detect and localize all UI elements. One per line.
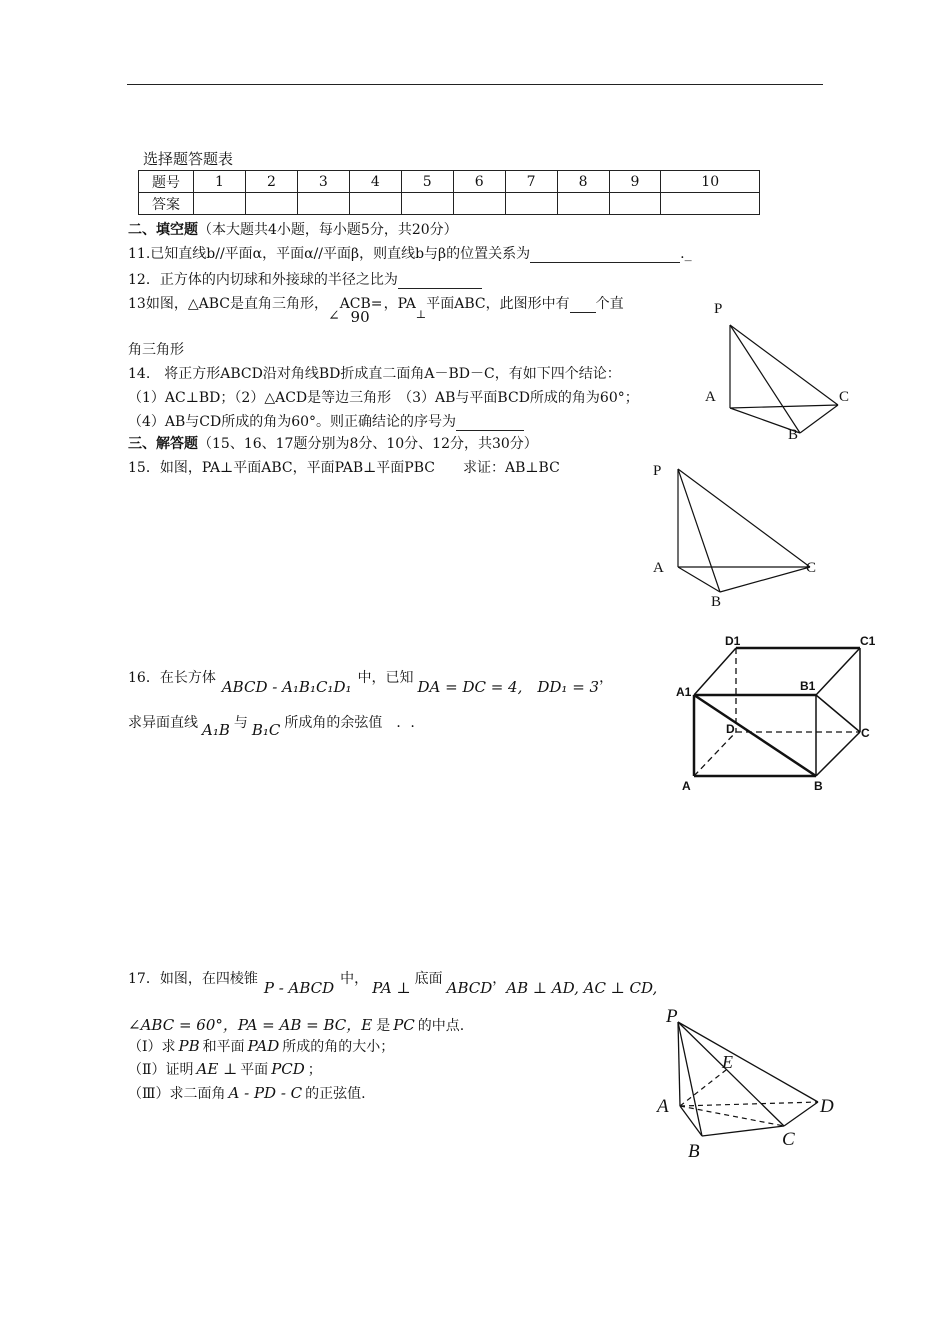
figure-q15-tetrahedron: [648, 457, 828, 612]
figure-q17-pyramid: [650, 1002, 850, 1167]
question-text: ；: [307, 1062, 322, 1078]
question-13-cont: 角三角形: [128, 342, 184, 358]
header-rule: [127, 84, 823, 85]
edge-bc: [702, 1126, 784, 1136]
figure-q13-tetrahedron: [700, 295, 860, 445]
question-text: 17．如图，在四棱锥: [128, 971, 258, 987]
vertex-label-a: A: [653, 560, 664, 576]
question-text: 与: [233, 715, 248, 731]
answer-cell[interactable]: [557, 193, 609, 215]
math-expression: P - ABCD: [263, 979, 335, 997]
hidden-diagonal-ac: [680, 1106, 784, 1126]
question-text: 中，已知: [357, 670, 414, 686]
question-tail: ._: [680, 246, 692, 262]
degree-value: 90: [350, 308, 370, 326]
vertex-label-b1: B1: [800, 679, 816, 693]
section-title: 三、解答题: [128, 436, 198, 452]
vertex-label-p: P: [714, 301, 723, 317]
question-text: ，PA: [383, 296, 416, 312]
vertex-label-b: B: [688, 1141, 700, 1162]
hidden-segment-ae: [680, 1070, 726, 1106]
question-14-line3: [128, 411, 524, 431]
question-17-part3: [128, 1083, 366, 1103]
answer-cell[interactable]: [245, 193, 297, 215]
section-title: 二、填空题: [128, 222, 198, 238]
angle-symbol: ∠: [327, 308, 340, 324]
table-cell: 6: [453, 171, 505, 193]
question-14-line2: （1）AC⊥BD；（2）△ACD是等边三角形 （3）AB与平面BCD所成的角为60°；: [128, 390, 639, 406]
row-header-answer: 答案: [139, 193, 194, 215]
segment-b1c: [816, 695, 860, 732]
question-text: 平面ABC，此图形中有: [426, 296, 570, 312]
question-text: 12．正方体的内切球和外接球的半径之比为: [128, 272, 398, 288]
math-expression: AB ⊥ AD, AC ⊥ CD,: [506, 979, 658, 997]
table-cell: 7: [505, 171, 557, 193]
vertex-label-c: C: [806, 560, 817, 576]
hidden-edge-ad: [694, 732, 736, 776]
vertex-label-c: C: [839, 389, 850, 405]
math-expression: PC: [393, 1016, 415, 1034]
vertex-label-d: D: [820, 1096, 834, 1117]
answer-blank[interactable]: [398, 272, 482, 289]
section-note: （15、16、17题分别为8分、10分、12分，共30分）: [198, 436, 538, 452]
vertex-label-d1: D1: [725, 634, 741, 648]
table-cell: 5: [401, 171, 453, 193]
question-text: （Ⅱ）证明: [128, 1062, 194, 1078]
answer-cell[interactable]: [505, 193, 557, 215]
answer-cell[interactable]: [297, 193, 349, 215]
math-expression: PA ⊥: [372, 979, 411, 997]
vertex-label-a: A: [705, 389, 716, 405]
question-text: 11.已知直线b//平面α，平面α//平面β，则直线b与β的位置关系为: [128, 246, 531, 262]
figure-q16-cuboid: [676, 628, 881, 800]
question-15: 15．如图，PA⊥平面ABC，平面PAB⊥平面PBC 求证：AB⊥BC: [128, 460, 560, 476]
section-2-heading: [128, 219, 458, 239]
edge-pb: [730, 325, 800, 433]
vertex-label-b: B: [814, 779, 823, 793]
edge-bc: [816, 732, 860, 776]
answer-cell[interactable]: [661, 193, 760, 215]
math-expression: ∠ABC = 60°，PA = AB = BC，: [128, 1016, 362, 1034]
section-3-heading: [128, 433, 538, 453]
table-row: [139, 171, 760, 193]
answer-blank[interactable]: [456, 414, 524, 431]
question-17-part1: [128, 1036, 394, 1056]
math-expression: DA = DC = 4, DD₁ = 3: [417, 678, 600, 696]
question-12: [128, 269, 482, 289]
answer-cell[interactable]: [453, 193, 505, 215]
question-text: 所成的角的大小；: [282, 1039, 395, 1055]
row-header-number: 题号: [139, 171, 194, 193]
vertex-label-p: P: [653, 463, 662, 479]
question-text: 所成角的余弦值 ．.: [284, 715, 415, 731]
question-13: [128, 293, 624, 326]
answer-cell[interactable]: [349, 193, 401, 215]
question-text: ，: [599, 670, 614, 686]
question-text: ，: [492, 971, 507, 987]
vertex-label-a: A: [682, 779, 691, 793]
question-text: 是: [376, 1018, 391, 1034]
vertex-label-b: B: [788, 427, 799, 443]
math-expression: ABCD - A₁B₁C₁D₁: [221, 678, 352, 696]
vertex-label-a: A: [657, 1096, 669, 1117]
edge-pc: [678, 469, 810, 567]
math-expression: E: [361, 1016, 373, 1034]
math-expression: A - PD - C: [228, 1084, 303, 1102]
question-text: 求异面直线: [128, 715, 198, 731]
answer-blank[interactable]: [530, 246, 680, 263]
question-text: （4）AB与CD所成的角为60°。则正确结论的序号为: [128, 414, 457, 430]
answer-cell[interactable]: [609, 193, 661, 215]
table-cell: 8: [557, 171, 609, 193]
answer-cell[interactable]: [401, 193, 453, 215]
question-text: （Ⅰ）求: [128, 1039, 176, 1055]
edge-pc: [730, 325, 838, 405]
table-cell: 3: [297, 171, 349, 193]
segment-a1b: [694, 695, 816, 776]
vertex-label-d: D: [726, 722, 735, 736]
question-text: 底面: [414, 971, 443, 987]
edge-b1c1: [816, 648, 860, 695]
hidden-edge-ad: [680, 1102, 818, 1106]
table-cell: 4: [349, 171, 401, 193]
question-14-line1: 14. 将正方形ABCD沿对角线BD折成直二面角A－BD－C，有如下四个结论：: [128, 366, 621, 382]
vertex-label-c: C: [861, 726, 870, 740]
math-expression: A₁B: [202, 721, 230, 739]
vertex-label-b: B: [711, 594, 722, 610]
question-16-line1: [128, 666, 614, 696]
math-expression: PB: [178, 1037, 200, 1055]
edge-cd: [784, 1102, 818, 1126]
math-expression: B₁C: [251, 721, 281, 739]
question-17-line1: [128, 968, 658, 997]
edge-pb: [678, 469, 720, 592]
edge-bc: [800, 405, 838, 433]
question-11: [128, 243, 692, 263]
question-17-part2: [128, 1059, 322, 1079]
vertex-label-c: C: [782, 1129, 795, 1150]
edge-pa: [678, 1022, 680, 1106]
math-expression: PCD: [271, 1060, 305, 1078]
edge-bc: [720, 567, 810, 592]
table-cell: 9: [609, 171, 661, 193]
edge-a1d1: [694, 648, 736, 695]
question-text: 和平面: [202, 1039, 245, 1055]
section-note: （本大题共4小题，每小题5分，共20分）: [198, 222, 458, 238]
point-label-e: E: [722, 1052, 733, 1072]
question-text: 的正弦值.: [305, 1086, 366, 1102]
edge-ab: [678, 567, 720, 592]
question-text: 中，: [340, 971, 369, 987]
question-text: 个直: [595, 296, 624, 312]
question-text: 13如图，△ABC是直角三角形，: [128, 296, 328, 312]
vertex-label-c1: C1: [860, 634, 876, 648]
math-expression: AE ⊥: [196, 1060, 238, 1078]
question-17-line2: [128, 1014, 464, 1035]
vertex-label-p: P: [666, 1006, 678, 1027]
question-text: （Ⅲ）求二面角: [128, 1086, 226, 1102]
question-text: 的中点.: [417, 1018, 465, 1034]
question-16-line2: [128, 712, 415, 739]
answer-blank[interactable]: [570, 296, 596, 313]
table-row: [139, 193, 760, 215]
question-text: 16．在长方体: [128, 670, 216, 686]
table-caption: 选择题答题表: [143, 150, 234, 168]
question-text: 平面: [240, 1062, 269, 1078]
math-expression: ABCD: [446, 979, 493, 997]
math-expression: PAD: [247, 1037, 280, 1055]
vertex-label-a1: A1: [676, 685, 692, 699]
perp-symbol: ⊥: [415, 308, 427, 321]
table-cell: 1: [194, 171, 246, 193]
answer-cell[interactable]: [194, 193, 246, 215]
table-cell: 2: [245, 171, 297, 193]
question-text: ACB=: [339, 296, 383, 312]
table-cell: 10: [661, 171, 760, 193]
answer-table: [138, 170, 760, 215]
